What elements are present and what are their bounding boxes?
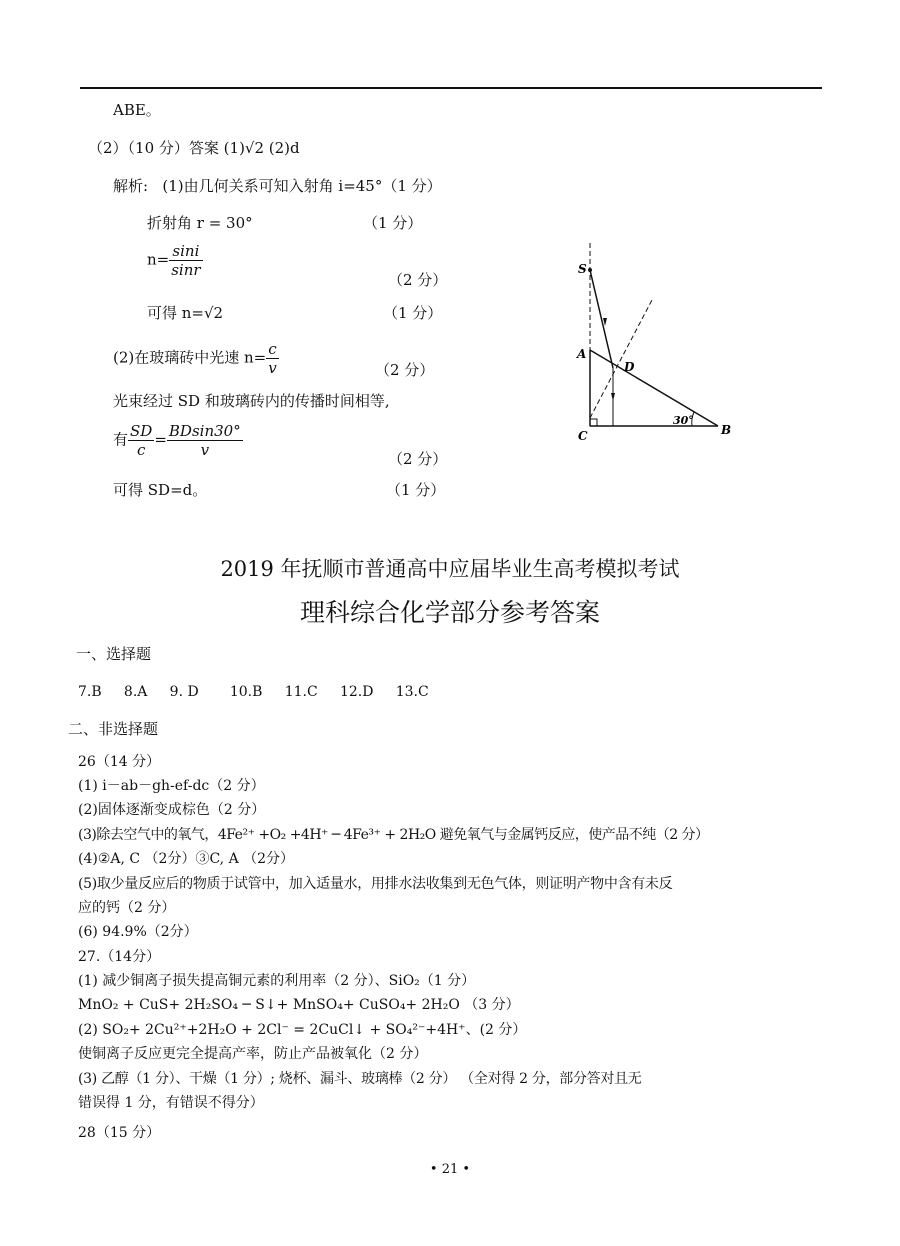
- step5-prefix: (2)在玻璃砖中光速 n=: [113, 348, 267, 367]
- step7-score: （2 分）: [388, 450, 448, 468]
- step3-prefix: n=: [147, 250, 170, 269]
- step5-numerator: c: [266, 340, 278, 359]
- answer-12: 12.D: [339, 684, 374, 700]
- header-rule: [80, 87, 822, 89]
- answer-line: 应的钙（2 分）: [78, 900, 176, 916]
- step8-score: （1 分）: [386, 481, 446, 499]
- label-s: S: [578, 262, 587, 276]
- answer-line: (1) 减少铜离子损失提高铜元素的利用率（2 分）、SiO₂（1 分）: [78, 973, 476, 989]
- label-c: C: [578, 429, 588, 443]
- answer-line: 28（15 分）: [78, 1125, 161, 1141]
- analysis-step5: [113, 340, 279, 377]
- label-d: D: [624, 360, 635, 374]
- step1-text: (1)由几何关系可知入射角 i=45°（1 分）: [162, 177, 442, 195]
- optics-diagram: [570, 238, 740, 448]
- document-title: 2019 年抚顺市普通高中应届毕业生高考模拟考试: [220, 557, 680, 581]
- analysis-step2: 折射角 r = 30°: [147, 214, 253, 232]
- answer-line: 使铜离子反应更完全提高产率，防止产品被氧化（2 分）: [78, 1046, 428, 1062]
- step7-right-denominator: v: [200, 441, 210, 459]
- label-angle: 30°: [673, 414, 694, 427]
- right-angle-mark: [590, 419, 597, 426]
- answer-11: 11.C: [284, 684, 318, 700]
- q2-answer-heading: （2）（10 分）答案 (1)√2 (2)d: [88, 139, 300, 157]
- analysis-label: 解析:: [113, 177, 149, 195]
- answer-line: (5)取少量反应后的物质于试管中，加入适量水，用排水法收集到无色气体，则证明产物中含有未反: [78, 876, 673, 892]
- answer-line: (1) i－ab－gh-ef-dc（2 分）: [78, 778, 265, 794]
- label-b: B: [721, 423, 732, 437]
- step3-denominator: sinr: [171, 261, 201, 279]
- side-ab: [590, 350, 718, 426]
- answer-13: 13.C: [395, 684, 429, 700]
- step2-score: （1 分）: [363, 214, 423, 232]
- answer-line: (3) 乙醇（1 分）、干燥（1 分）; 烧杯、漏斗、玻璃棒（2 分） （全对得 2 分，部分答对且无: [78, 1071, 642, 1087]
- answer-line: 26（14 分）: [78, 754, 161, 770]
- step5-score: （2 分）: [375, 361, 435, 379]
- step7-prefix: 有: [113, 430, 129, 449]
- answer-line: (3)除去空气中的氧气，4Fe²⁺ +O₂ +4H⁺ ─ 4Fe³⁺ + 2H₂O 避免氧气与金属钙反应，使产品不纯（2 分）: [78, 827, 709, 843]
- step7-right-numerator: BDsin30°: [168, 422, 241, 440]
- document-subtitle: 理科综合化学部分参考答案: [299, 598, 600, 627]
- answer-9: 9. D: [169, 684, 199, 700]
- step7-left-denominator: c: [136, 441, 146, 459]
- answer-line: (2)固体逐渐变成棕色（2 分）: [78, 802, 266, 818]
- answer-10: 10.B: [229, 684, 263, 700]
- answer-line: (4)②A, C （2分）③C, A （2分）: [78, 851, 295, 867]
- label-a: A: [577, 347, 587, 361]
- answer-8: 8.A: [123, 684, 148, 700]
- answer-line: (2) SO₂+ 2Cu²⁺+2H₂O + 2Cl⁻ = 2CuCl↓ + SO₄²⁻+4H⁺、(2 分）: [78, 1022, 527, 1038]
- prev-answer-tail: ABE。: [113, 101, 161, 119]
- answer-line: MnO₂ + CuS+ 2H₂SO₄ ─ S↓+ MnSO₄+ CuSO₄+ 2H₂O （3 分）: [78, 997, 520, 1013]
- answer-7: 7.B: [78, 684, 102, 700]
- answer-line: 27.（14分）: [78, 949, 161, 965]
- step4-score: （1 分）: [383, 304, 443, 322]
- step3-numerator: sini: [169, 242, 202, 261]
- answer-line: (6) 94.9%（2分）: [78, 924, 198, 940]
- section1-heading: 一、选择题: [76, 645, 152, 663]
- analysis-step4: 可得 n=√2: [147, 304, 224, 322]
- answer-line: 错误得 1 分，有错误不得分）: [78, 1095, 264, 1111]
- step3-score: （2 分）: [388, 271, 448, 289]
- page-number: • 21 •: [429, 1162, 471, 1177]
- section2-heading: 二、非选择题: [68, 720, 159, 738]
- step7-equals: =: [154, 430, 167, 449]
- step5-denominator: v: [268, 359, 277, 377]
- analysis-step7: [113, 422, 243, 459]
- analysis-step1: [113, 177, 442, 195]
- choice-answers: [78, 683, 429, 701]
- analysis-step8: 可得 SD=d。: [113, 481, 208, 499]
- step7-left-numerator: SD: [130, 422, 153, 440]
- incident-ray: [590, 270, 613, 368]
- analysis-step6: 光束经过 SD 和玻璃砖内的传播时间相等,: [113, 392, 390, 410]
- analysis-step3: [147, 242, 203, 279]
- arrow-icon: [611, 393, 615, 401]
- dashed-normal-d: [590, 300, 652, 418]
